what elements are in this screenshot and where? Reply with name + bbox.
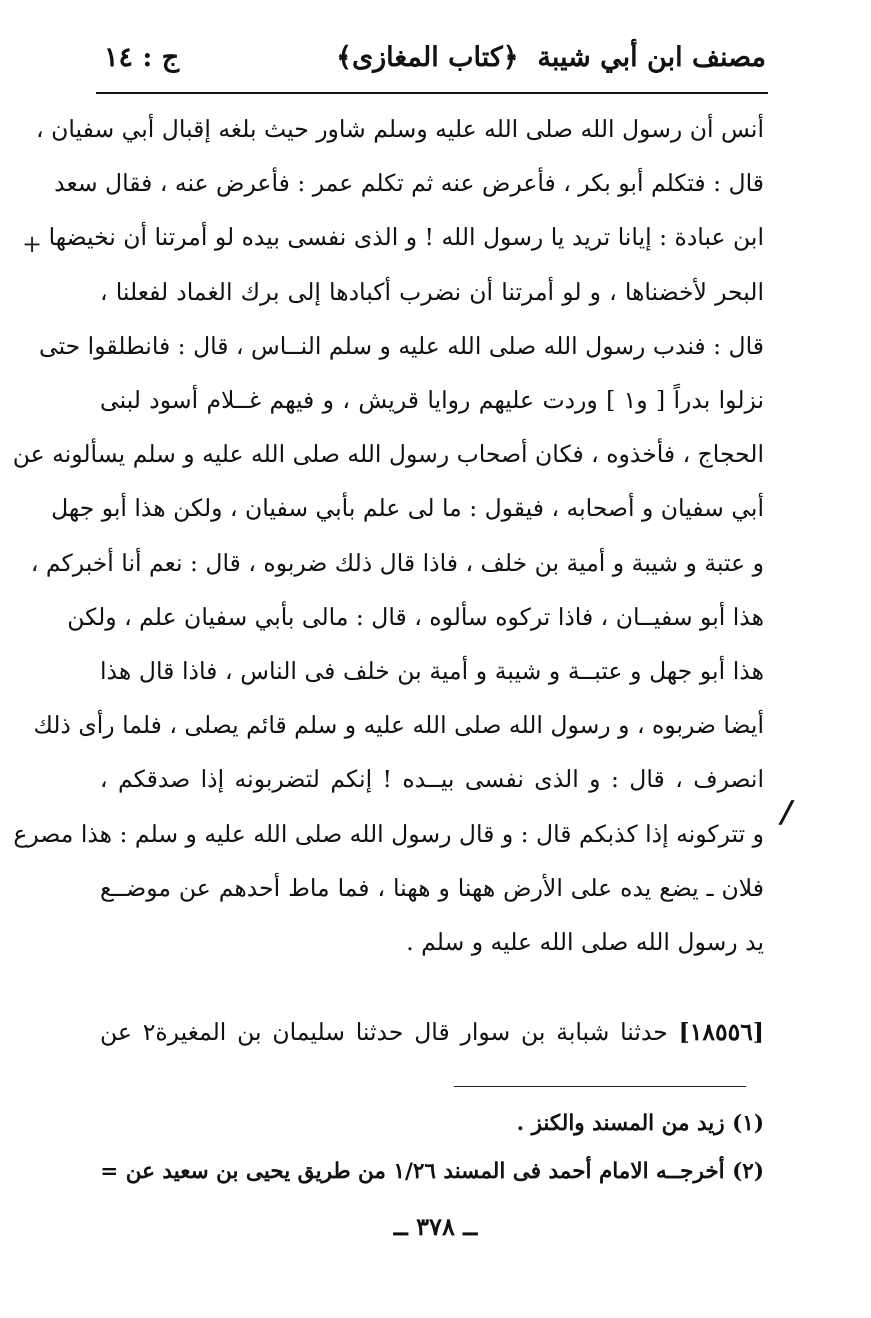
text-line: يد رسول الله صلى الله عليه و سلم . — [406, 928, 764, 957]
text-line: أيضا ضربوه ، و رسول الله صلى الله عليه و سلم قائم يصلى ، فلما رأى ذلك — [33, 711, 764, 740]
header-divider — [96, 92, 768, 94]
footnote-1: (١) زيد من المسند والكنز . — [516, 1111, 764, 1136]
book-title: مصنف ابن أبي شيبة — [537, 42, 766, 73]
text-line: هذا أبو سفيــان ، فاذا تركوه سألوه ، قال : مالى بأبي سفيان علم ، ولكن — [67, 602, 764, 631]
text-line: البحر لأخضناها ، و لو أمرتنا أن نضرب أكبادها إلى برك الغماد لفعلنا ، — [100, 277, 764, 306]
footnotes — [100, 1100, 764, 1196]
text-line: أبي سفيان و أصحابه ، فيقول : ما لى علم بأبي سفيان ، ولكن هذا أبو جهل — [51, 494, 764, 523]
volume-label: ج : ١٤ — [104, 42, 180, 73]
text-line: قال : فتكلم أبو بكر ، فأعرض عنه ثم تكلم عمر : فأعرض عنه ، فقال سعد — [54, 169, 764, 198]
footnote-2: (٢) أخرجــه الامام أحمد فى المسند ١/٢٦ من طريق يحيى بن سعيد عن = — [100, 1159, 764, 1184]
page-number: ــ ٣٧٨ ــ — [393, 1212, 478, 1241]
text-line: نزلوا بدراً [ و١ ] وردت عليهم روايا قريش ، و فيهم غــلام أسود لبنى — [100, 386, 764, 415]
hadith-text: حدثنا شبابة بن سوار قال حدثنا سليمان بن المغيرة٢ عن — [100, 1018, 668, 1046]
main-text — [12, 102, 764, 969]
text-line: انصرف ، قال : و الذى نفسى بيــده ! إنكم لتضربونه إذا صدقكم ، — [100, 765, 764, 794]
text-line: فلان ـ يضع يده على الأرض ههنا و ههنا ، فما ماط أحدهم عن موضــع — [100, 873, 764, 902]
hadith-number: [١٨٥٥٦] — [678, 1018, 764, 1046]
text-line: قال : فندب رسول الله صلى الله عليه و سلم النــاس ، قال : فانطلقوا حتى — [38, 331, 764, 360]
text-line: و عتبة و شيبة و أمية بن خلف ، فاذا قال ذلك ضربوه ، قال : نعم أنا أخبركم ، — [30, 548, 764, 577]
text-line: و تتركونه إذا كذبكم قال : و قال رسول الله صلى الله عليه و سلم : هذا مصرع — [13, 819, 764, 848]
text-line: ابن عبادة : إيانا تريد يا رسول الله ! و الذى نفسى بيده لو أمرتنا أن نخيضها — [48, 223, 764, 252]
footnote-divider — [454, 1086, 746, 1087]
text-line: الحجاج ، فأخذوه ، فكان أصحاب رسول الله صلى الله عليه و سلم يسألونه عن — [12, 440, 764, 469]
margin-plus-mark: + — [22, 230, 43, 258]
margin-slash-mark: / — [777, 795, 796, 830]
page-header — [96, 34, 766, 90]
chapter-title: ﴿كتاب المغازى﴾ — [336, 42, 519, 73]
text-line: أنس أن رسول الله صلى الله عليه وسلم شاور حيث بلغه إقبال أبي سفيان ، — [36, 115, 764, 143]
text-line: هذا أبو جهل و عتبــة و شيبة و أمية بن خلف فى الناس ، فاذا قال هذا — [100, 657, 764, 686]
hadith-entry — [100, 1012, 764, 1052]
